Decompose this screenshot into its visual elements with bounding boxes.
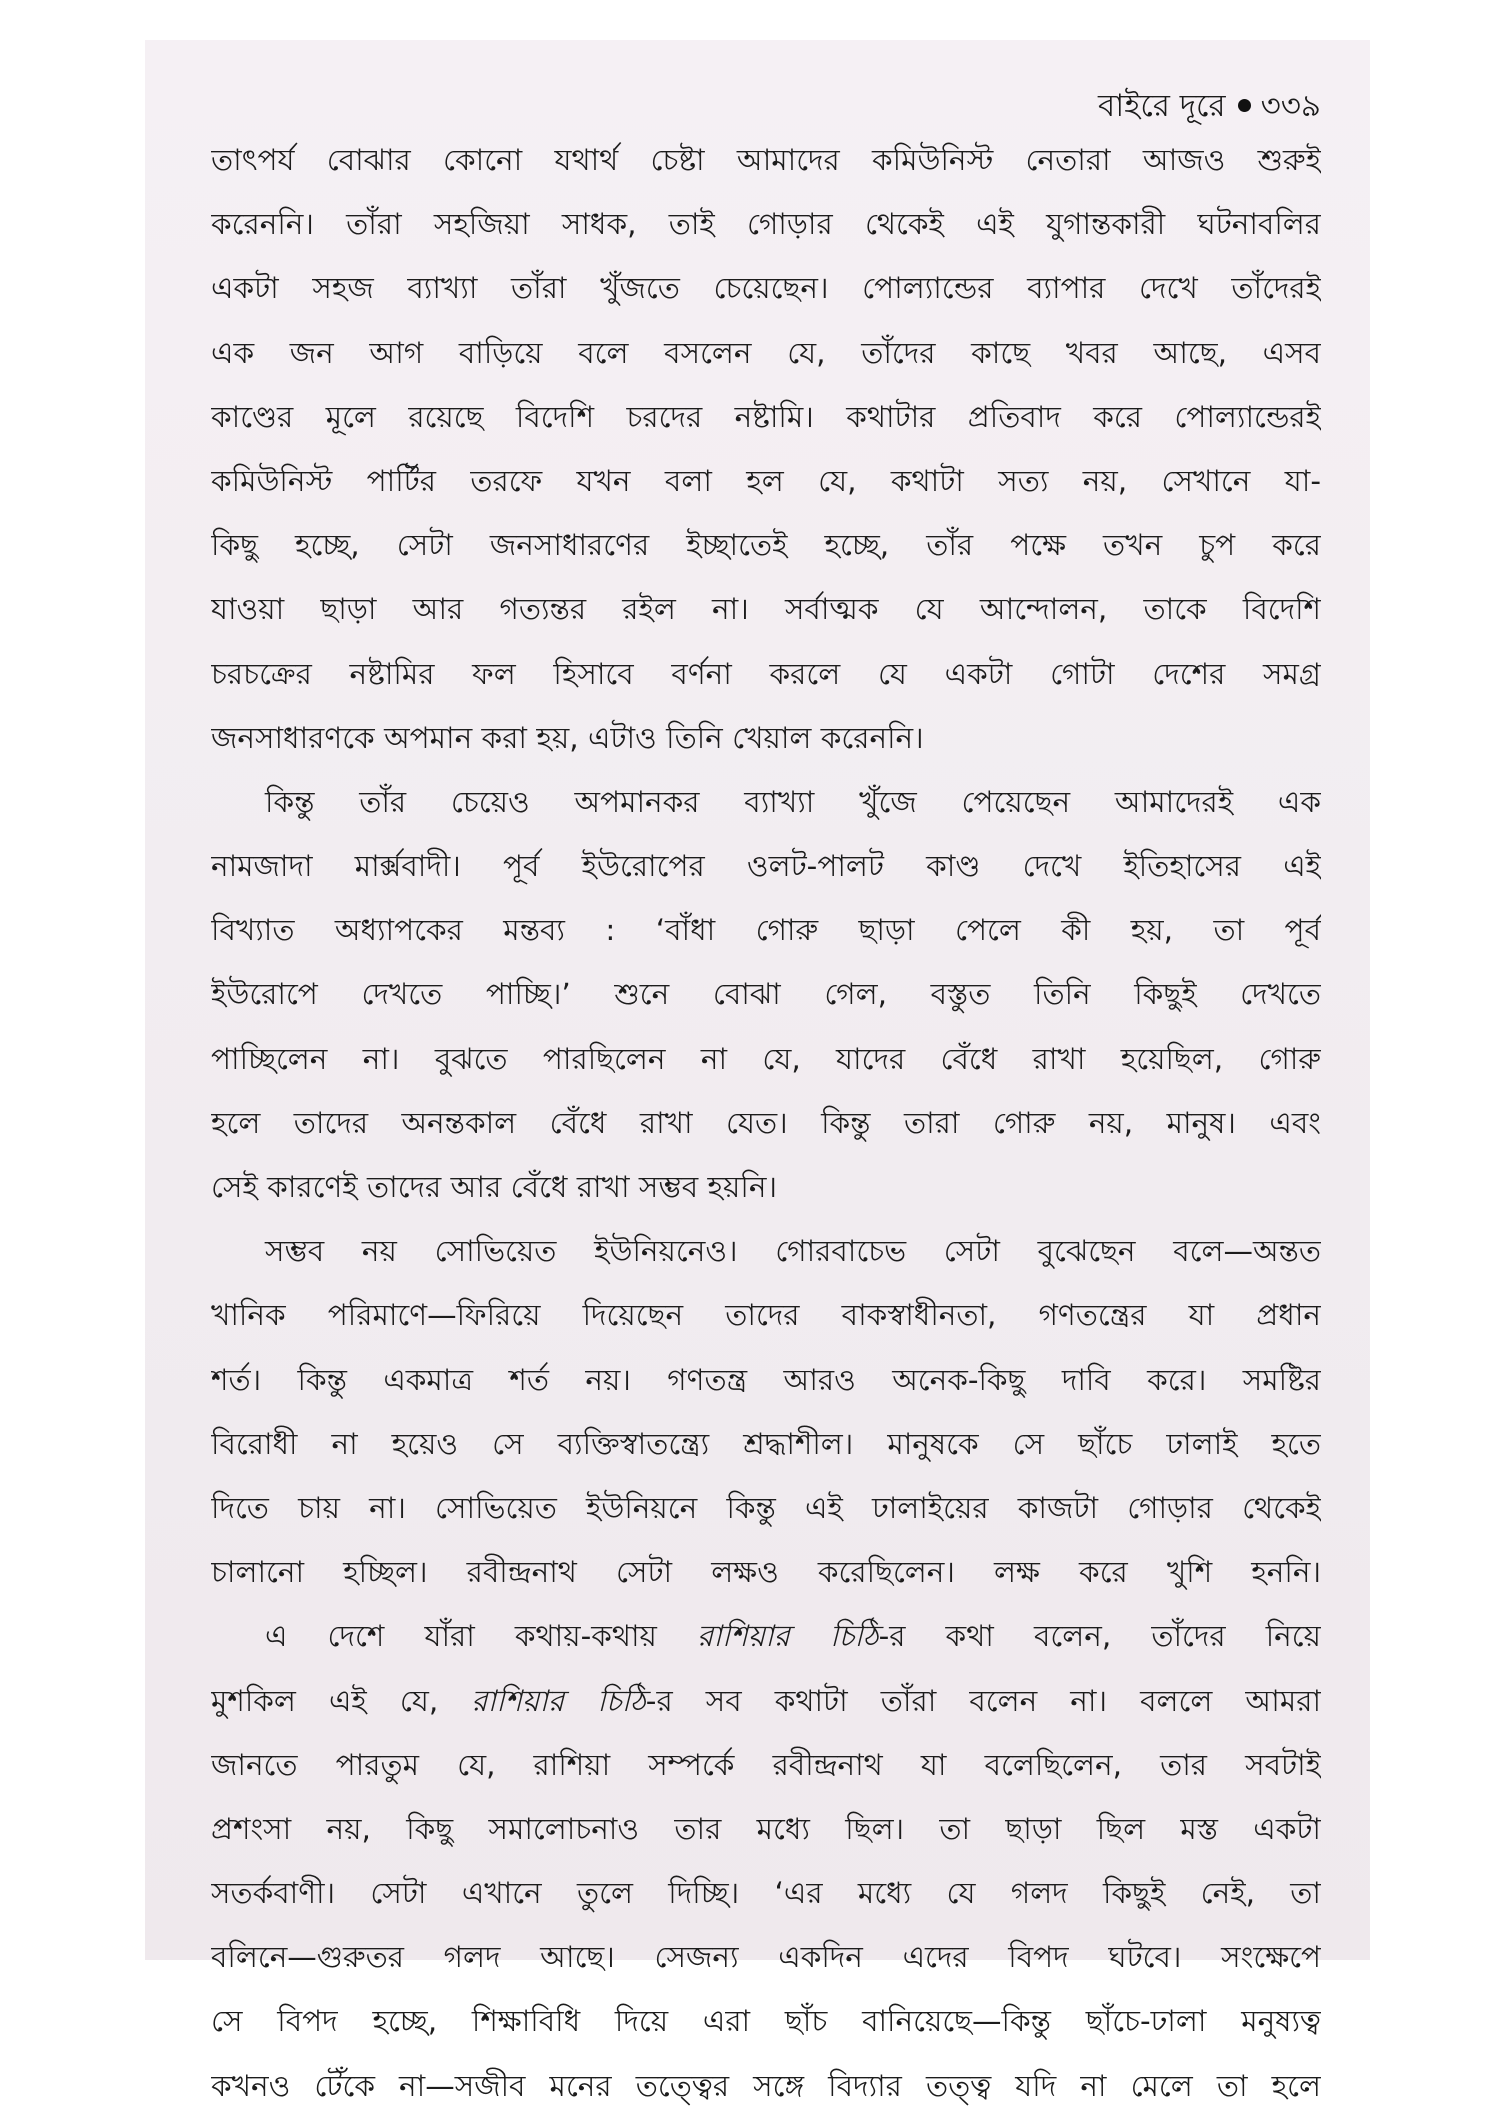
text-line: সম্ভব নয় সোভিয়েত ইউনিয়নেও। গোরবাচেভ সেটা বুঝেছেন বলে—অন্তত xyxy=(265,1234,1321,1269)
text-line: সতর্কবাণী। সেটা এখানে তুলে দিচ্ছি। ‘এর মধ্যে যে গলদ কিছুই নেই, তা xyxy=(211,1876,1321,1911)
text-line: শর্ত। কিন্তু একমাত্র শর্ত নয়। গণতন্ত্র আরও অনেক-কিছু দাবি করে। সমষ্টির xyxy=(211,1362,1321,1397)
text-line: সে বিপদ হচ্ছে, শিক্ষাবিধি দিয়ে এরা ছাঁচ বানিয়েছে—কিন্তু ছাঁচে-ঢালা মনুষ্যত্ব xyxy=(211,2004,1321,2039)
text-line: বলিনে—গুরুতর গলদ আছে। সেজন্য একদিন এদের বিপদ ঘটবে। সংক্ষেপে xyxy=(211,1940,1321,1975)
text-line: একটা সহজ ব্যাখ্যা তাঁরা খুঁজতে চেয়েছেন। পোল্যান্ডের ব্যাপার দেখে তাঁদেরই xyxy=(211,271,1321,306)
separator-dot-icon xyxy=(1238,99,1251,112)
text-line: তাৎপর্য বোঝার কোনো যথার্থ চেষ্টা আমাদের কমিউনিস্ট নেতারা আজও শুরুই xyxy=(211,143,1321,177)
running-head xyxy=(211,82,1321,134)
text-line: হলে তাদের অনন্তকাল বেঁধে রাখা যেত। কিন্তু তারা গোরু নয়, মানুষ। এবং xyxy=(211,1105,1321,1140)
book-title-italic: রাশিয়ার চিঠি xyxy=(471,1683,646,1718)
text-line: ইউরোপে দেখতে পাচ্ছি।’ শুনে বোঝা গেল, বস্তুত তিনি কিছুই দেখতে xyxy=(211,977,1321,1012)
text-line: চরচক্রের নষ্টামির ফল হিসাবে বর্ণনা করলে যে একটা গোটা দেশের সমগ্র xyxy=(211,656,1321,691)
text-line: সেই কারণেই তাদের আর বেঁধে রাখা সম্ভব হয়নি। xyxy=(211,1170,777,1204)
text-line: কমিউনিস্ট পার্টির তরফে যখন বলা হল যে, কথাটা সত্য নয়, সেখানে যা- xyxy=(211,463,1321,498)
text-line: প্রশংসা নয়, কিছু সমালোচনাও তার মধ্যে ছিল। তা ছাড়া ছিল মস্ত একটা xyxy=(211,1811,1321,1846)
text-line: নামজাদা মার্ক্সবাদী। পূর্ব ইউরোপের ওলট-পালট কাণ্ড দেখে ইতিহাসের এই xyxy=(211,849,1321,884)
text-line: বিখ্যাত অধ্যাপকের মন্তব্য : ‘বাঁধা গোরু ছাড়া পেলে কী হয়, তা পূর্ব xyxy=(211,913,1321,948)
text-line: এক জন আগ বাড়িয়ে বলে বসলেন যে, তাঁদের কাছে খবর আছে, এসব xyxy=(211,335,1321,370)
running-title: বাইরে দূরে xyxy=(1098,88,1226,124)
text-line: বিরোধী না হয়েও সে ব্যক্তিস্বাতন্ত্র্যে শ্রদ্ধাশীল। মানুষকে সে ছাঁচে ঢালাই হতে xyxy=(211,1426,1321,1461)
text-line: পাচ্ছিলেন না। বুঝতে পারছিলেন না যে, যাদের বেঁধে রাখা হয়েছিল, গোরু xyxy=(211,1041,1321,1076)
text-line: কখনও টেঁকে না—সজীব মনের তত্ত্বের সঙ্গে বিদ্যার তত্ত্ব যদি না মেলে তা হলে xyxy=(211,2068,1321,2103)
body-text xyxy=(211,128,1321,2118)
text-line: কিন্তু তাঁর চেয়েও অপমানকর ব্যাখ্যা খুঁজে পেয়েছেন আমাদেরই এক xyxy=(265,784,1321,819)
text-line: করেননি। তাঁরা সহজিয়া সাধক, তাই গোড়ার থেকেই এই যুগান্তকারী ঘটনাবলির xyxy=(211,207,1321,242)
text-line: এ দেশে যাঁরা কথায়-কথায় রাশিয়ার চিঠি-র কথা বলেন, তাঁদের নিয়ে xyxy=(265,1619,1321,1654)
text-line: দিতে চায় না। সোভিয়েত ইউনিয়নে কিন্তু এই ঢালাইয়ের কাজটা গোড়ার থেকেই xyxy=(211,1490,1321,1525)
text-line: মুশকিল এই যে, রাশিয়ার চিঠি-র সব কথাটা তাঁরা বলেন না। বললে আমরা xyxy=(211,1683,1321,1718)
book-title-italic: রাশিয়ার চিঠি xyxy=(697,1619,879,1654)
text-line: কিছু হচ্ছে, সেটা জনসাধারণের ইচ্ছাতেই হচ্ছে, তাঁর পক্ষে তখন চুপ করে xyxy=(211,528,1321,563)
text-line: জানতে পারতুম যে, রাশিয়া সম্পর্কে রবীন্দ্রনাথ যা বলেছিলেন, তার সবটাই xyxy=(211,1747,1321,1782)
page-number: ৩৩৯ xyxy=(1260,88,1321,124)
text-line: জনসাধারণকে অপমান করা হয়, এটাও তিনি খেয়াল করেননি। xyxy=(211,720,924,755)
text-line: যাওয়া ছাড়া আর গত্যন্তর রইল না। সর্বাত্মক যে আন্দোলন, তাকে বিদেশি xyxy=(211,592,1321,627)
text-line: চালানো হচ্ছিল। রবীন্দ্রনাথ সেটা লক্ষও করেছিলেন। লক্ষ করে খুশি হননি। xyxy=(211,1555,1321,1590)
text-line: খানিক পরিমাণে—ফিরিয়ে দিয়েছেন তাদের বাকস্বাধীনতা, গণতন্ত্রের যা প্রধান xyxy=(211,1298,1321,1333)
text-line: কাণ্ডের মূলে রয়েছে বিদেশি চরদের নষ্টামি। কথাটার প্রতিবাদ করে পোল্যান্ডেরই xyxy=(211,399,1321,434)
